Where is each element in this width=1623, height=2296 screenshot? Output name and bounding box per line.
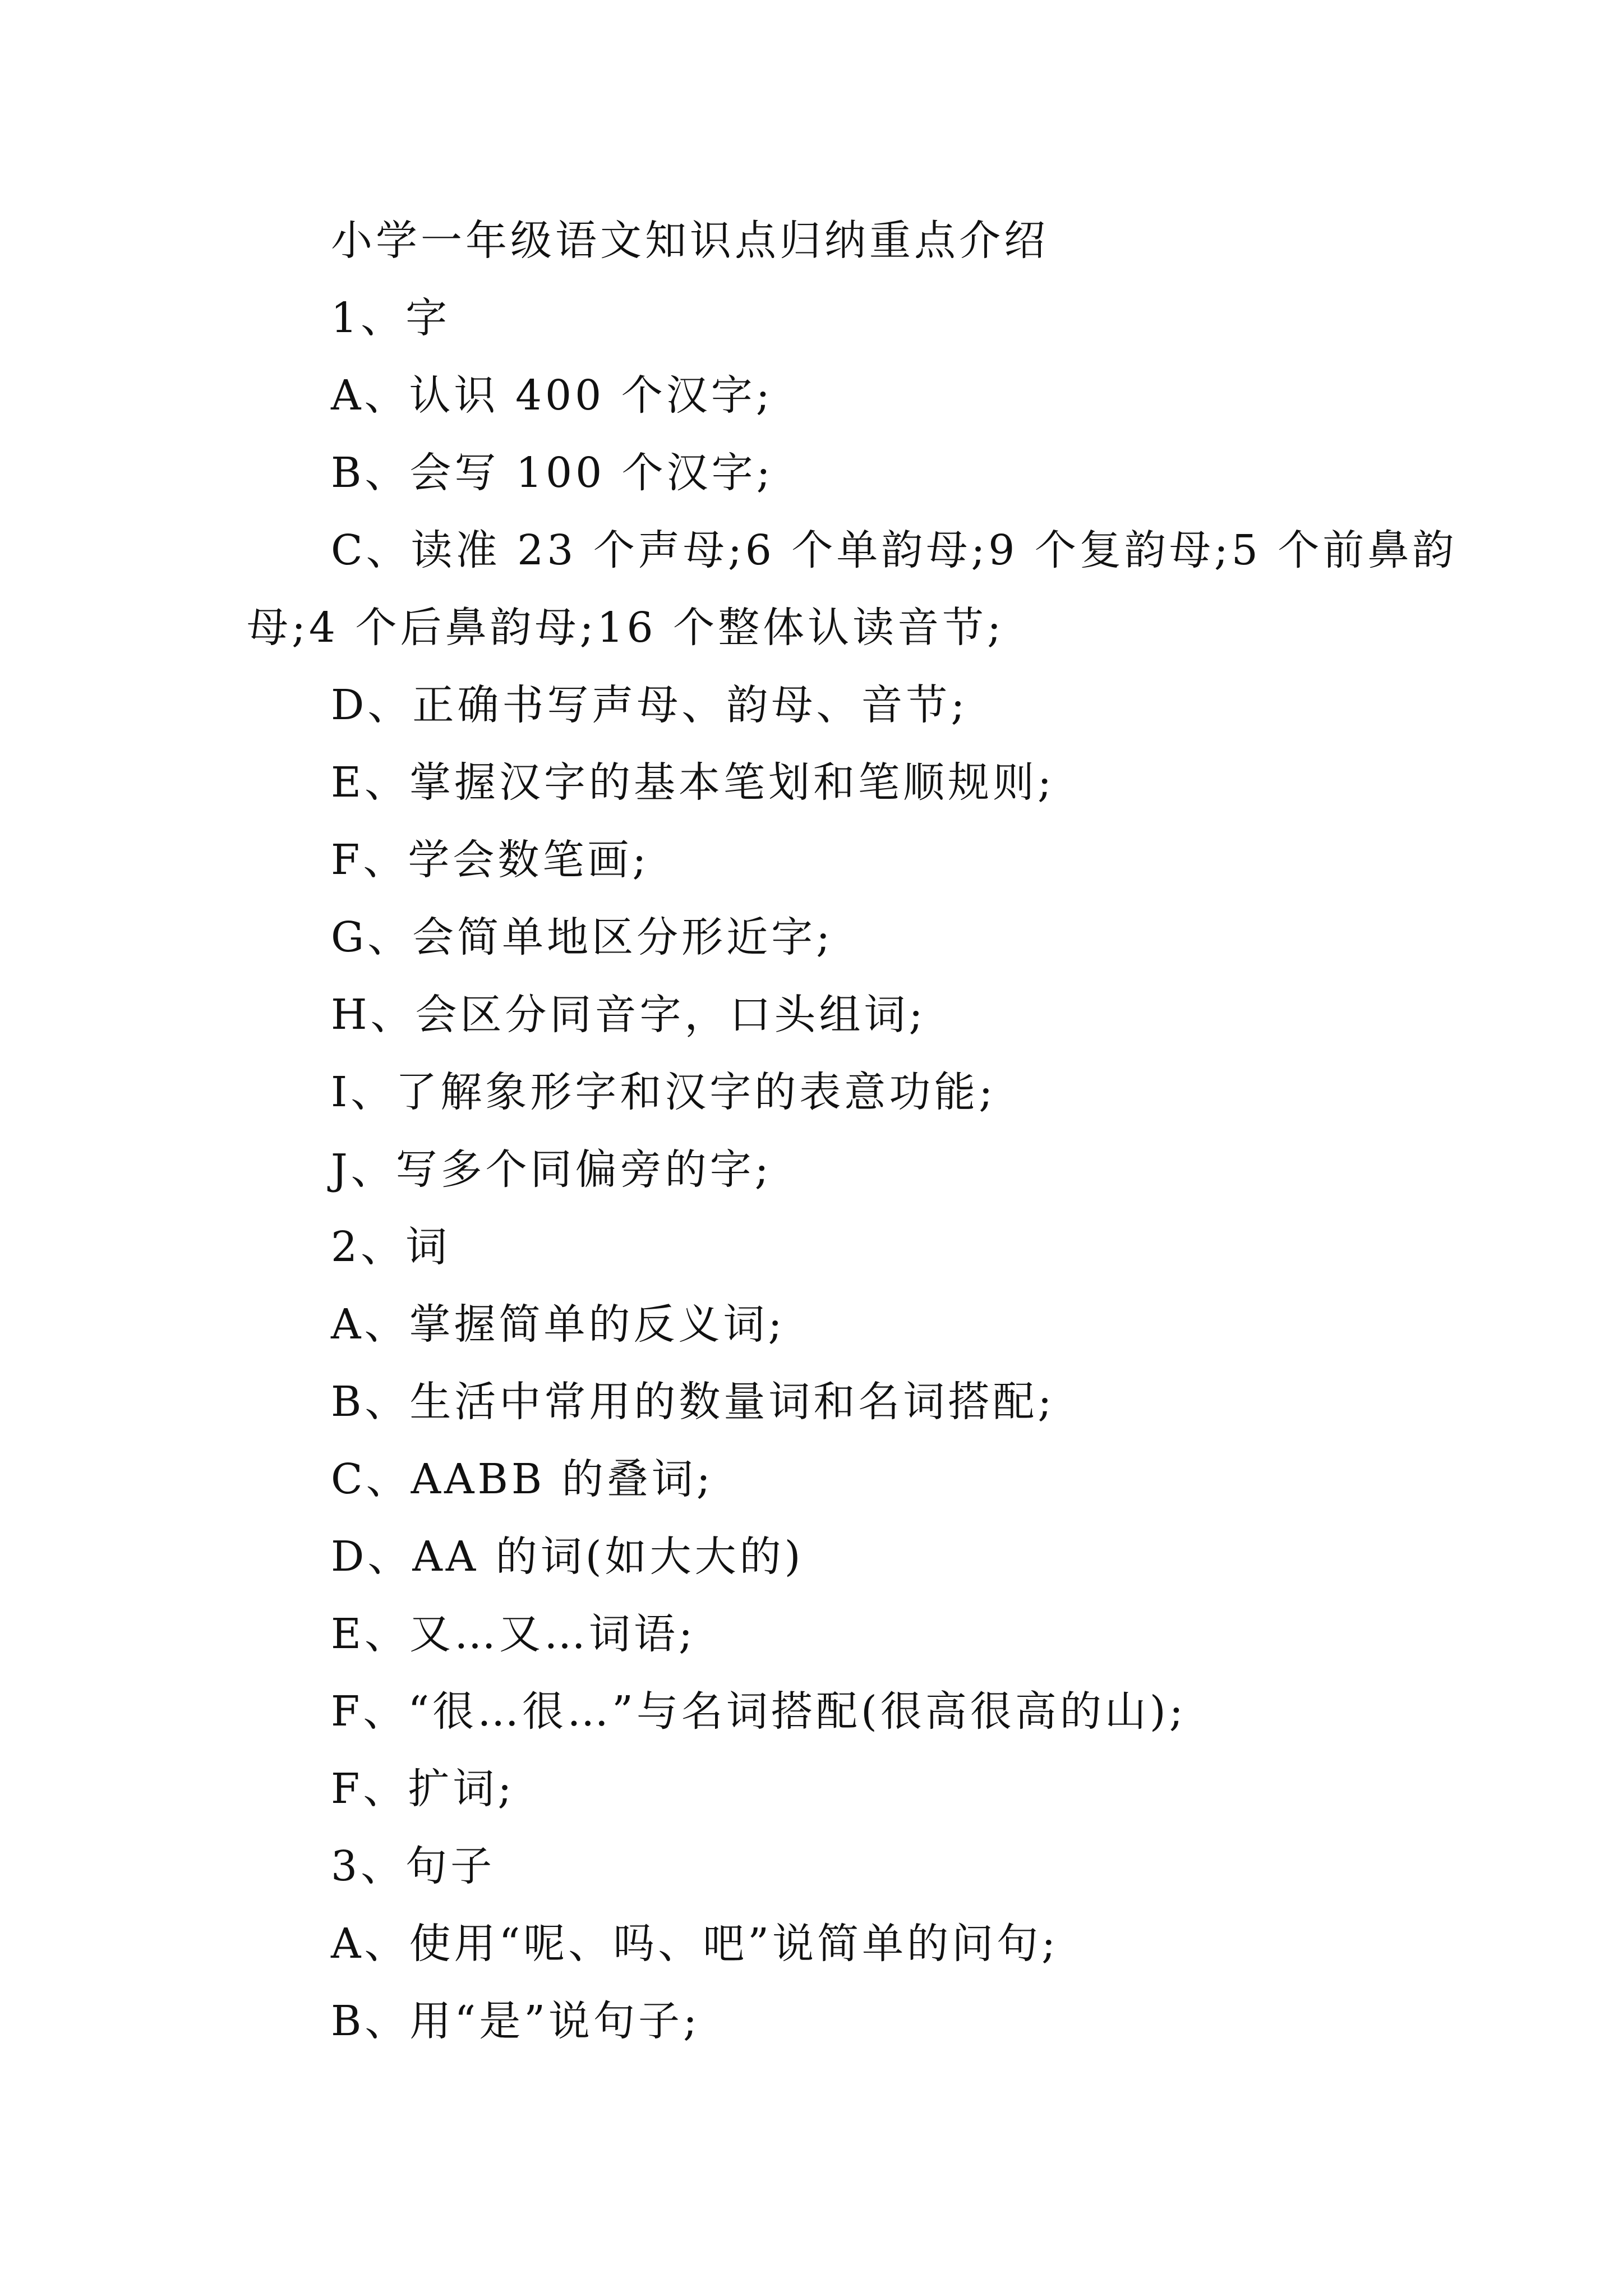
list-item: F、“很…很…”与名词搭配(很高很高的山);	[331, 1687, 1187, 1736]
list-item: A、掌握简单的反义词;	[331, 1300, 786, 1349]
list-item: F、扩词;	[331, 1765, 515, 1813]
list-item: F、学会数笔画;	[331, 836, 650, 884]
list-item: H、会区分同音字，口头组词;	[331, 991, 926, 1039]
list-item: B、会写 100 个汉字;	[331, 449, 774, 497]
list-item: A、认识 400 个汉字;	[331, 371, 773, 420]
list-item: E、又…又…词语;	[331, 1610, 696, 1658]
list-item: G、会简单地区分形近字;	[331, 913, 834, 961]
list-item: D、AA 的词(如大大的)	[331, 1533, 804, 1581]
list-item: E、掌握汉字的基本笔划和笔顺规则;	[331, 758, 1055, 807]
document-title: 小学一年级语文知识点归纳重点介绍	[331, 217, 1049, 265]
section-heading-characters: 1、字	[331, 294, 451, 342]
list-item: J、写多个同偏旁的字;	[331, 1145, 772, 1194]
list-item: C、AABB 的叠词;	[331, 1455, 714, 1503]
list-item-wrapped	[247, 512, 1458, 666]
list-item: A、使用“呢、吗、吧”说简单的问句;	[331, 1920, 1059, 1968]
section-heading-sentences: 3、句子	[331, 1842, 496, 1890]
list-item: B、用“是”说句子;	[331, 1997, 700, 2045]
list-item-line-1: C、读准 23 个声母;6 个单韵母;9 个复韵母;5 个前鼻韵	[331, 526, 1458, 574]
section-heading-words: 2、词	[331, 1223, 451, 1271]
list-item: I、了解象形字和汉字的表意功能;	[331, 1068, 997, 1116]
list-item: D、正确书写声母、韵母、音节;	[331, 681, 969, 729]
document-body	[247, 202, 1458, 2060]
list-item: B、生活中常用的数量词和名词搭配;	[331, 1378, 1055, 1426]
list-item-line-2: 母;4 个后鼻韵母;16 个整体认读音节;	[247, 604, 1005, 652]
